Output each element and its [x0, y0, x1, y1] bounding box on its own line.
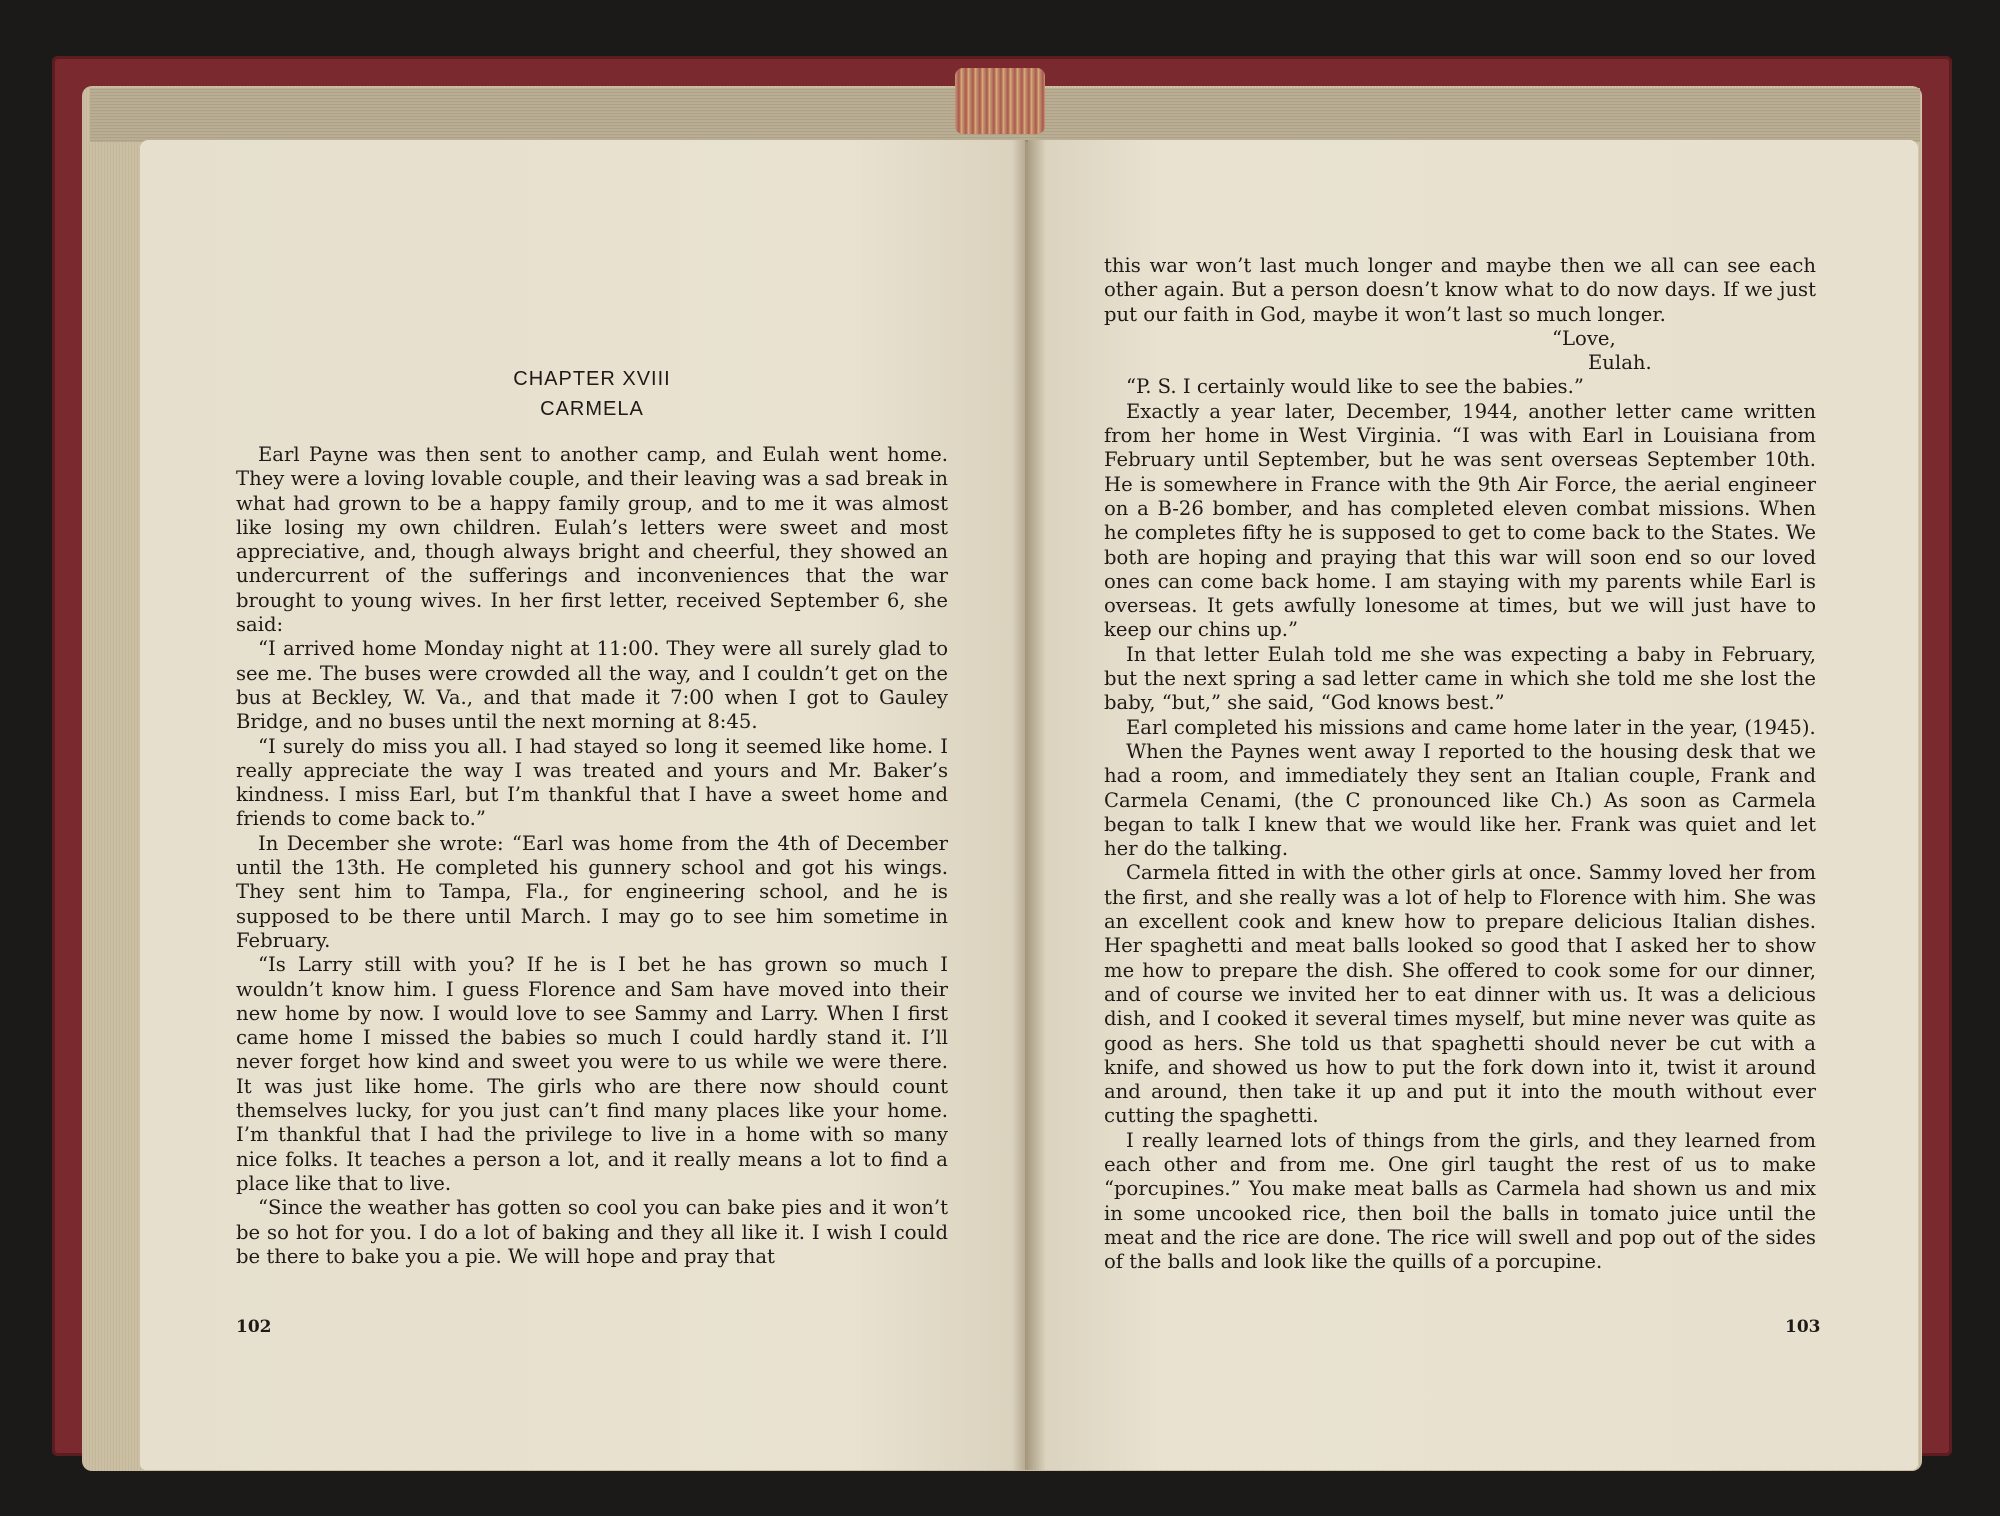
paragraph: “I arrived home Monday night at 11:00. They were all surely glad to see me. The buses were crowded all the way, and I couldn’t get on the bus at Beckley, W. Va., and that made it 7:00 when I got to Gauley Bridge, and no buses until the next morning at 8:45.	[236, 637, 948, 734]
paragraph: “I surely do miss you all. I had stayed so long it seemed like home. I really appreciate the way I was treated and yours and Mr. Baker’s kindness. I miss Earl, but I’m thankful that I have a sweet home and friends to come back to.”	[236, 734, 948, 831]
paragraph: Earl completed his missions and came home later in the year, (1945).	[1126, 715, 1816, 739]
paragraph: Earl Payne was then sent to another camp, and Eulah went home. They were a loving lovable couple, and their leaving was a sad break in what had grown to be a happy family group, and to me it was almost like losing my own children. Eulah’s letters were sweet and most appreciative, and, though always bright and cheerful, they showed an undercurrent of the sufferings and inconveniences that the war brought to young wives. In her first letter, received September 6, she said:	[236, 443, 948, 637]
letter-signature: Eulah.	[1588, 351, 1652, 375]
right-page-text	[1104, 254, 1816, 1274]
paragraph: this war won’t last much longer and maybe then we all can see each other again. But a person doesn’t know what to do now days. If we just put our faith in God, maybe it won’t last so much longer.	[1104, 254, 1816, 326]
letter-closing: “Love,	[1552, 326, 1616, 350]
paragraph: Carmela fitted in with the other girls at once. Sammy loved her from the first, and she really was a lot of help to Florence with him. She was an excellent cook and knew how to prepare delicious Italian dishes. Her spaghetti and meat balls looked so good that I asked her to show me how to prepare the dish. She offered to cook some for our dinner, and of course we invited her to eat dinner with us. It was a delicious dish, and I cooked it several times myself, but mine never was quite as good as hers. She told us that spaghetti should never be cut with a knife, and showed us how to put the fork down into it, twist it around and around, then take it up and put it into the mouth without ever cutting the spaghetti.	[1104, 861, 1816, 1128]
paragraph: In that letter Eulah told me she was expecting a baby in February, but the next spring a sad letter came in which she told me she lost the baby, “but,” she said, “God knows best.”	[1104, 642, 1816, 715]
chapter-title: CARMELA	[540, 398, 644, 420]
chapter-number: CHAPTER XVIII	[513, 368, 671, 390]
book-gutter	[1012, 140, 1046, 1470]
page-number-left: 102	[236, 1317, 272, 1337]
paragraph: “Is Larry still with you? If he is I bet he has grown so much I wouldn’t know him. I guess Florence and Sam have moved into their new home by now. I would love to see Sammy and Larry. When I first came home I missed the babies so much I could hardly stand it. I’ll never forget how kind and sweet you were to us while we were there. It was just like home. The girls who are there now should count themselves lucky, for you just can’t find many places like your home. I’m thankful that I had the privilege to live in a home with so many nice folks. It teaches a person a lot, and it really means a lot to find a place like that to live.	[236, 953, 948, 1195]
paragraph: Exactly a year later, December, 1944, another letter came written from her home in West Virginia. “I was with Earl in Louisiana from February until September, but he was sent overseas September 10th. He is somewhere in France with the 9th Air Force, the aerial engineer on a B-26 bomber, and has completed eleven combat missions. When he completes fifty he is supposed to get to come back to the States. We both are hoping and praying that this war will soon end so our loved ones can come back home. I am staying with my parents while Earl is overseas. It gets awfully lonesome at times, but we will just have to keep our chins up.”	[1104, 399, 1816, 642]
paragraph: In December she wrote: “Earl was home from the 4th of December until the 13th. He completed his gunnery school and got his wings. They sent him to Tampa, Fla., for engineering school, and he is supposed to be there until March. I may go to see him sometime in February.	[236, 831, 948, 952]
left-page	[140, 140, 1025, 1470]
left-page-text	[236, 443, 948, 1269]
paragraph: “P. S. I certainly would like to see the babies.”	[1126, 375, 1584, 399]
paragraph: I really learned lots of things from the girls, and they learned from each other and from me. One girl taught the rest of us to make “porcupines.” You make meat balls as Carmela had shown us and mix in some uncooked rice, then boil the balls in tomato juice until the meat and the rice are done. The rice will swell and pop out of the sides of the balls and look like the quills of a porcupine.	[1104, 1128, 1816, 1274]
headband	[955, 68, 1045, 134]
right-page	[1028, 140, 1918, 1470]
page-number-right: 103	[1785, 1317, 1821, 1337]
paragraph: “Since the weather has gotten so cool you can bake pies and it won’t be so hot for you. I do a lot of baking and they all like it. I wish I could be there to bake you a pie. We will hope and pray that	[236, 1196, 948, 1268]
paragraph: When the Paynes went away I reported to the housing desk that we had a room, and immediately they sent an Italian couple, Frank and Carmela Cenami, (the C pronounced like Ch.) As soon as Carmela began to talk I knew that we would like her. Frank was quiet and let her do the talking.	[1104, 739, 1816, 861]
